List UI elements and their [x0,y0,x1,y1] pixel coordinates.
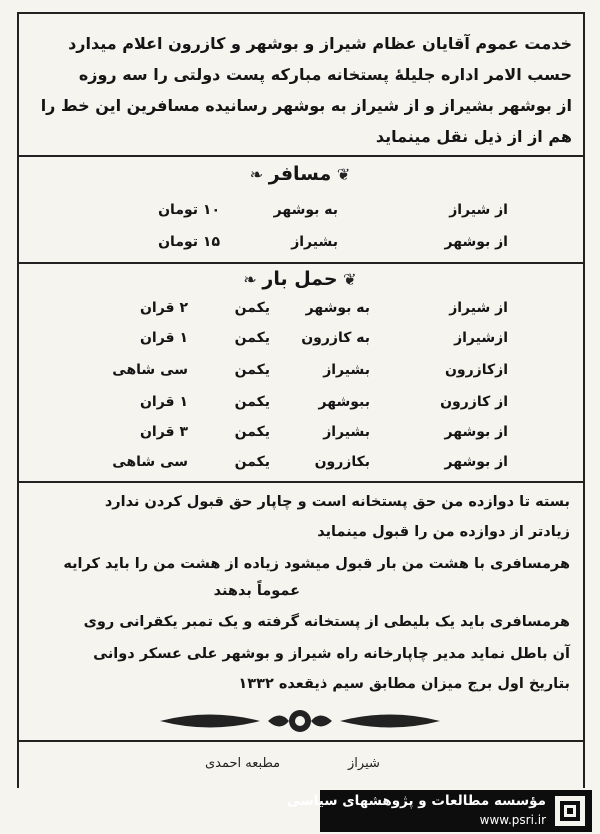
cargo-unit: یکمن [234,454,270,470]
cargo-unit: یکمن [234,424,270,440]
intro-line-3: از بوشهر بشیراز و از شیراز به بوشهر رسانیده مسافرین این خط را [40,96,572,115]
cargo-from: ازشیراز [454,330,508,346]
notice-line-2: زیادتر از دوازده من را قبول مینماید [317,524,570,540]
notice-line-3: هرمسافری با هشت من بار قبول میشود زیاده از هشت من را باید کرایه [63,556,570,572]
cargo-to: بکازرون [314,454,370,470]
section-rule-3 [17,481,585,483]
ornament-icon: ❦ [331,165,351,184]
passengers-heading-text: مسافر [268,163,332,185]
cargo-to: بشیراز [323,362,370,378]
passenger-from: از بوشهر [444,234,508,250]
intro-line-1: خدمت عموم آقایان عظام شیراز و بوشهر و کازرون اعلام میدارد [68,34,572,53]
passenger-price: ۱۵ تومان [158,234,220,250]
cargo-price: ۱ قران [139,330,188,346]
cargo-price: ۳ قران [139,424,188,440]
cargo-to: به کازرون [301,330,370,346]
footer-press: مطبعه احمدی [205,756,281,771]
cargo-from: از کازرون [440,394,508,410]
cargo-to: بشیراز [323,424,370,440]
cargo-to: به بوشهر [305,300,370,316]
notice-line-7: بتاریخ اول برج میزان مطابق سیم ذیقعده ۱۳۳۲ [238,676,570,692]
section-rule-2 [17,262,585,264]
passenger-from: از شیراز [449,202,508,218]
institute-watermark [286,790,592,832]
cargo-unit: یکمن [234,362,270,378]
institute-name: مؤسسه مطالعات و پژوهشهای سیاسی [286,793,546,809]
top-rule [17,12,585,14]
footer-city: شیراز [348,756,380,771]
cargo-heading [0,268,600,290]
ornament-divider-icon [150,706,450,736]
cargo-price: سی شاهی [112,454,188,470]
passenger-to: بشیراز [291,234,338,250]
intro-line-4: هم از از ذیل نقل مینماید [375,127,572,146]
intro-line-2: حسب الامر اداره جلیلهٔ پستخانه مبارکه پست دولتی را سه روزه [78,65,572,84]
institute-logo-icon [554,795,586,827]
ornament-icon: ❧ [249,165,269,184]
cargo-from: ازکازرون [444,362,508,378]
cargo-unit: یکمن [234,330,270,346]
cargo-price: ۱ قران [139,394,188,410]
cargo-from: از بوشهر [444,424,508,440]
cargo-unit: یکمن [234,300,270,316]
cargo-from: از بوشهر [444,454,508,470]
cargo-price: ۲ قران [139,300,188,316]
notice-line-4: عموماً بدهند [213,583,300,599]
passengers-heading [0,163,600,185]
cargo-to: ببوشهر [318,394,370,410]
passenger-to: به بوشهر [273,202,338,218]
cargo-from: از شیراز [449,300,508,316]
ornament-icon: ❦ [337,270,357,289]
notice-line-5: هرمسافری باید یک بلیطی از پستخانه گرفته و یک تمبر یکقرانی روی [83,614,570,630]
passenger-price: ۱۰ تومان [158,202,220,218]
bottom-rule [17,740,585,742]
notice-line-1: بسته تا دوازده من حق پستخانه است و چاپار حق قبول کردن ندارد [104,494,570,510]
cargo-unit: یکمن [234,394,270,410]
section-rule-1 [17,155,585,157]
cargo-price: سی شاهی [112,362,188,378]
cargo-heading-text: حمل بار [262,268,338,290]
ornament-icon: ❧ [243,270,263,289]
notice-line-6: آن باطل نماید مدیر چاپارخانه راه شیراز و بوشهر علی عسکر دوانی [93,646,570,662]
institute-url: www.psri.ir [479,813,546,827]
